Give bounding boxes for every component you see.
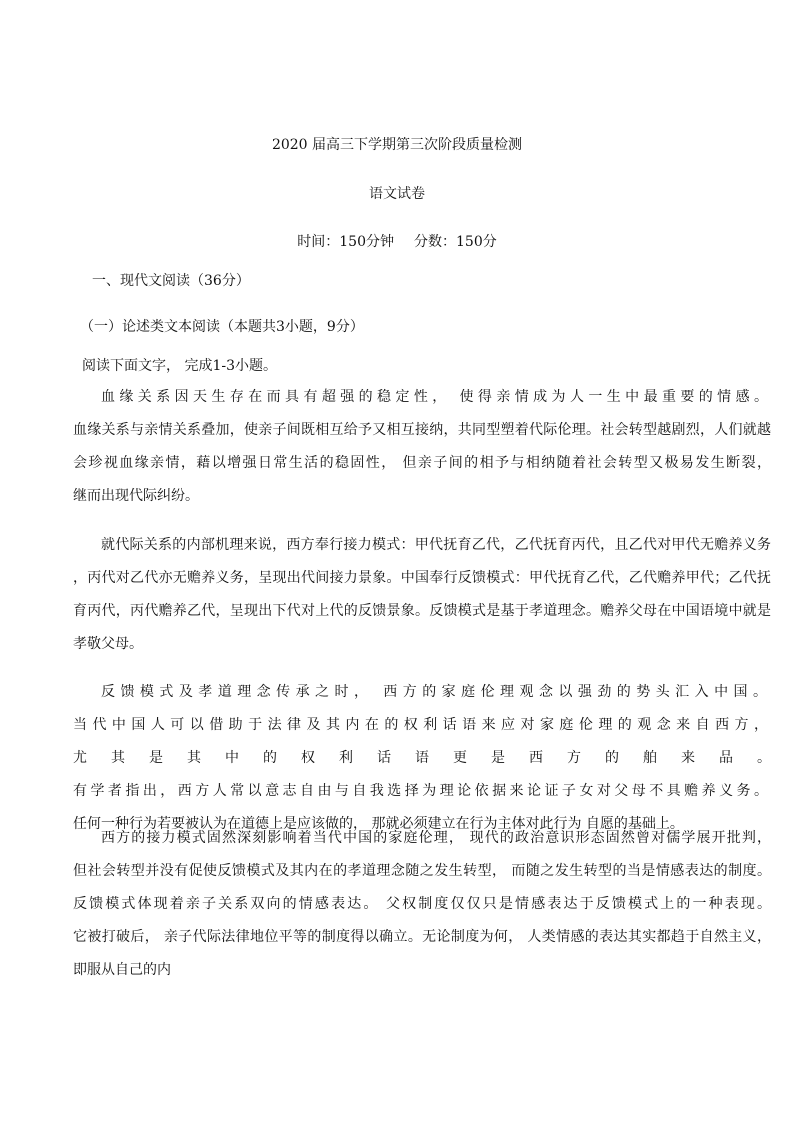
reading-instruction: 阅读下面文字， 完成1-3小题。 [82,358,277,374]
paragraph-line: 血缘关系因天生存在而具有超强的稳定性， 使得亲情成为人一生中最重要的情感。 [101,389,771,405]
exam-title: 2020 届高三下学期第三次阶段质量检测 [271,137,523,153]
paragraph-1 [73,381,771,513]
paragraph-line: 当代中国人可以借助于法律及其内在的权利话语来应对家庭伦理的观念来自西方， [73,717,771,733]
paragraph-2 [73,529,771,661]
exam-info [0,231,794,251]
paragraph-3 [73,676,771,841]
paragraph-line: 西方的接力模式固然深刻影响着当代中国的家庭伦理， 现代的政治意识形态固然曾对儒学展开批判， [101,830,771,846]
paragraph-line: 反馈模式及孝道理念传承之时， 西方的家庭伦理观念以强劲的势头汇入中国。 [101,684,771,700]
paragraph-line: 任何一种行为若要被认为在道德上是应该做的， 那就必须建立在行为主体对此行为 自愿的基础上。 [73,816,684,832]
exam-time: 时间：150分钟 [297,234,394,250]
paragraph-4 [73,822,771,987]
paragraph-line: 但社会转型并没有促使反馈模式及其内在的孝道理念随之发生转型， 而随之发生转型的当是情感表达的制度。 [73,863,771,879]
subsection-heading: （一）论述类文本阅读（本题共3小题，9分） [80,319,364,335]
section-heading: 一、现代文阅读（36分） [92,273,250,289]
paragraph-line: 有学者指出，西方人常以意志自由与自我选择为理论依据来论证子女对父母不具赡养义务。 [73,783,771,799]
paragraph-line: 尤其是其中的权利话语更是西方的舶来品。 [73,750,771,766]
paragraph-line: 它被打破后， 亲子代际法律地位平等的制度得以确立。无论制度为何， 人类情感的表达其实都趋于自然主义， [73,929,771,945]
exam-subtitle: 语文试卷 [369,186,425,202]
paragraph-line: 反馈模式体现着亲子关系双向的情感表达。 父权制度仅仅只是情感表达于反馈模式上的一种表现。 [73,896,771,912]
paragraph-line: 血缘关系与亲情关系叠加，使亲子间既相互给予又相互接纳，共同型塑着代际伦理。社会转型越剧烈，人们就越 [73,422,771,438]
paragraph-line: 育丙代，丙代赡养乙代，呈现出下代对上代的反馈景象。反馈模式是基于孝道理念。赡养父母在中国语境中就是 [73,603,771,619]
exam-score: 分数：150分 [414,234,497,250]
paragraph-line: 会珍视血缘亲情，藉以增强日常生活的稳固性， 但亲子间的相予与相纳随着社会转型又极易发生断裂， [73,455,771,471]
paragraph-line: 就代际关系的内部机理来说，西方奉行接力模式：甲代抚育乙代，乙代抚育丙代，且乙代对甲代无赡养义务 [101,537,771,553]
paragraph-line: 继而出现代际纠纷。 [73,488,199,504]
paragraph-line: 即服从自己的内 [73,962,171,978]
paragraph-line: ，丙代对乙代亦无赡养义务，呈现出代间接力景象。中国奉行反馈模式：甲代抚育乙代，乙代赡养甲代；乙代抚 [73,570,771,586]
paragraph-line: 孝敬父母。 [73,636,143,652]
